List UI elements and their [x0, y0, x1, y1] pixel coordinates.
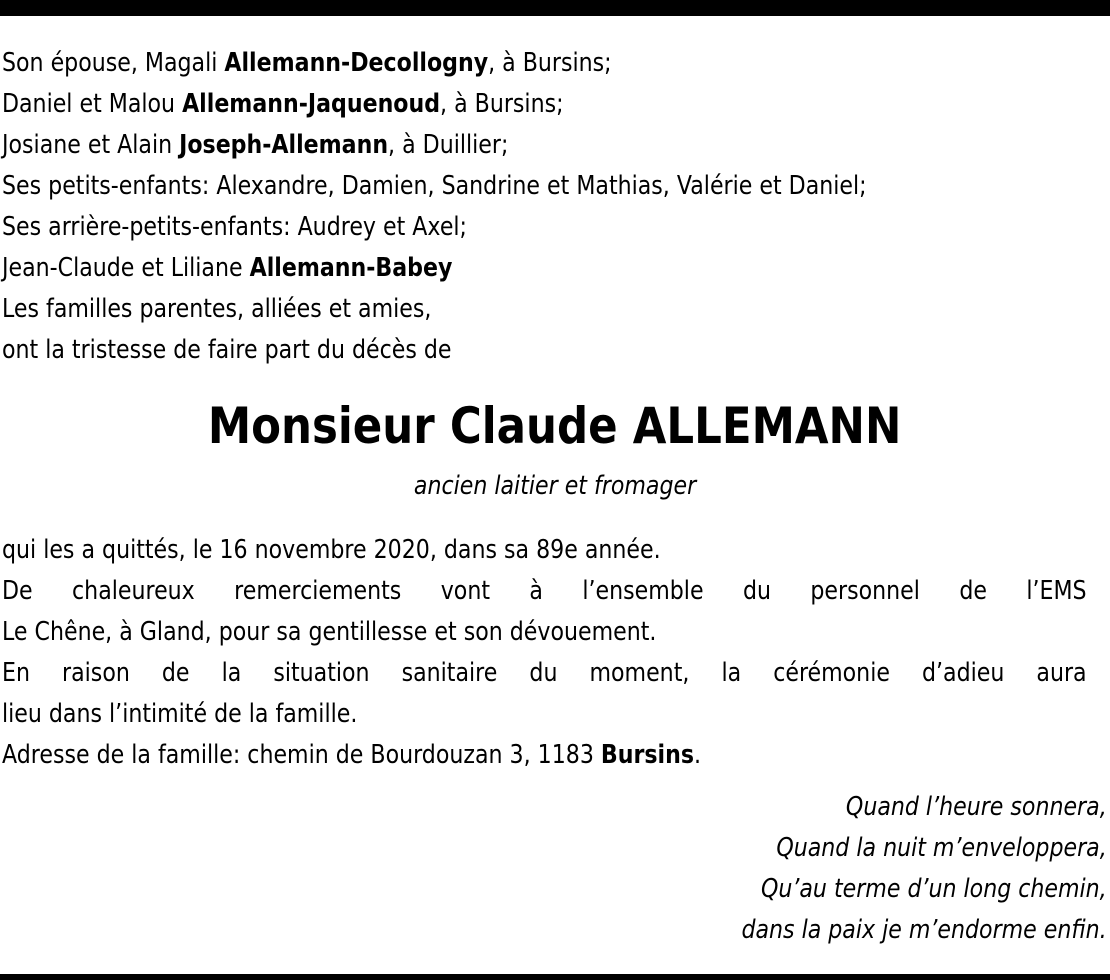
top-border-rule: [0, 0, 1110, 16]
announcement-line: ont la tristesse de faire part du décès de: [2, 335, 452, 365]
family-list: [2, 43, 867, 371]
spouse-line: Son épouse, Magali Allemann-Decollogny, à Bursins;: [2, 48, 612, 78]
poem-line: Quand la nuit m’enveloppera,: [776, 833, 1107, 863]
deceased-profession: ancien laitier et fromager: [413, 471, 697, 501]
child-name-daniel: Allemann-Jaquenoud: [182, 89, 441, 119]
families-line: Les familles parentes, alliées et amies,: [2, 294, 432, 324]
grandchildren-line: Ses petits-enfants: Alexandre, Damien, Sandrine et Mathias, Valérie et Daniel;: [2, 171, 867, 201]
poem-line: Quand l’heure sonnera,: [846, 792, 1107, 822]
child-line-daniel: Daniel et Malou Allemann-Jaquenoud, à Bursins;: [2, 89, 564, 119]
child-line-josiane: Josiane et Alain Joseph-Allemann, à Duillier;: [2, 130, 509, 160]
family-address-line: Adresse de la famille: chemin de Bourdouzan 3, 1183 Bursins.: [2, 740, 702, 770]
message-line: lieu dans l’intimité de la famille.: [2, 699, 358, 729]
bottom-border-rule: [0, 974, 1110, 980]
message-line: De chaleureux remerciements vont à l’ensemble du personnel de l’EMS: [2, 576, 1087, 606]
message-line: En raison de la situation sanitaire du moment, la cérémonie d’adieu aura: [2, 658, 1087, 688]
notice-message: [2, 530, 1087, 776]
poem-line: dans la paix je m’endorme enfin.: [741, 915, 1107, 945]
poem: [742, 787, 1107, 951]
spouse-name: Allemann-Decollogny: [224, 48, 489, 78]
poem-line: Qu’au terme d’un long chemin,: [761, 874, 1107, 904]
message-line: qui les a quittés, le 16 novembre 2020, dans sa 89e année.: [2, 535, 661, 565]
relatives-line: Jean-Claude et Liliane Allemann-Babey: [2, 253, 453, 283]
child-name-josiane: Joseph-Allemann: [179, 130, 389, 160]
deceased-name-heading: Monsieur Claude ALLEMANN: [208, 397, 902, 455]
great-grandchildren-line: Ses arrière-petits-enfants: Audrey et Axel;: [2, 212, 468, 242]
message-line: Le Chêne, à Gland, pour sa gentillesse et son dévouement.: [2, 617, 657, 647]
relatives-name: Allemann-Babey: [249, 253, 453, 283]
address-town: Bursins: [600, 740, 695, 770]
